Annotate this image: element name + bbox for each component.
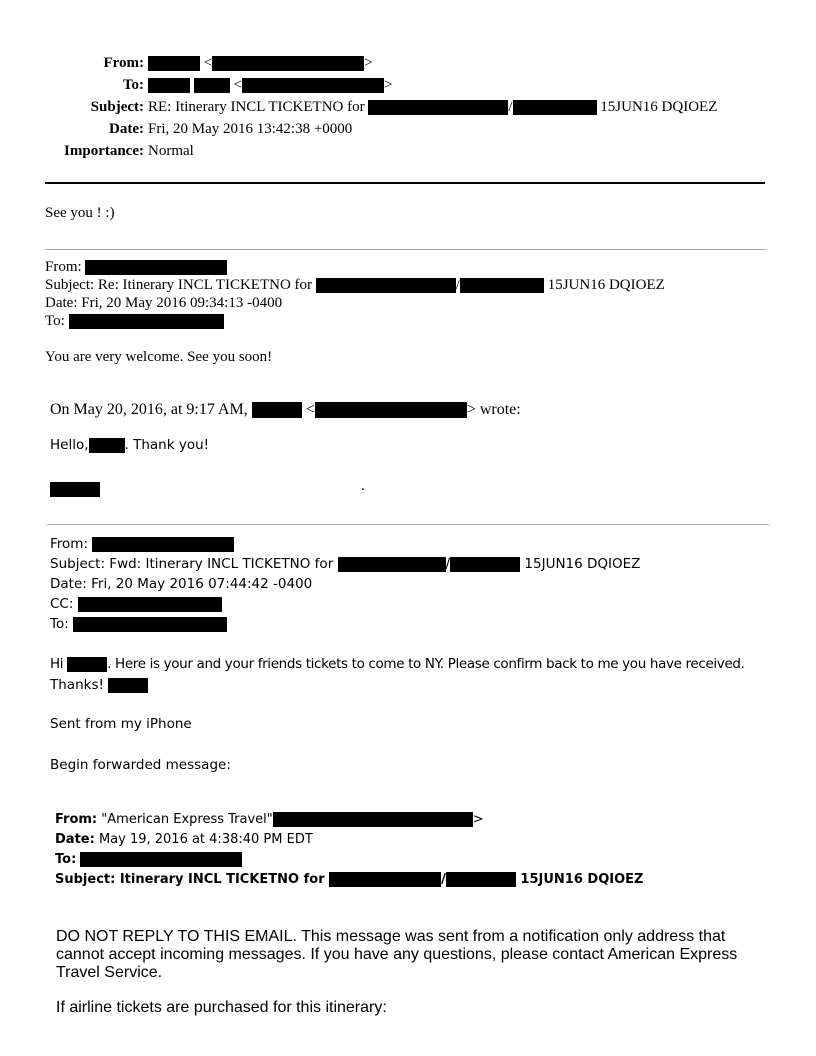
redaction [92, 537, 234, 552]
airline-tickets-line: If airline tickets are purchased for this itinerary: [56, 999, 387, 1016]
redaction [78, 597, 222, 612]
msg3-thanks: Thanks! [50, 677, 148, 693]
redaction [315, 402, 467, 418]
importance-label: Importance: [64, 143, 144, 159]
redaction [316, 278, 456, 293]
begin-forwarded: Begin forwarded message: [50, 757, 231, 773]
signature-redaction [50, 480, 100, 498]
hello-line: Hello, . Thank you! [50, 437, 210, 453]
fwd-to: To: [55, 852, 242, 867]
redaction [329, 872, 441, 887]
redaction [73, 617, 227, 632]
message-divider [45, 249, 767, 250]
from-label: From: [103, 55, 144, 71]
redaction [148, 56, 200, 71]
date-label: Date: [109, 121, 144, 137]
fwd-date: Date: May 19, 2016 at 4:38:40 PM EDT [55, 832, 313, 847]
redaction [108, 678, 148, 693]
redaction [450, 557, 520, 572]
msg3-date: Date: Fri, 20 May 2016 07:44:42 -0400 [50, 576, 313, 592]
msg2-body: You are very welcome. See you soon! [45, 349, 273, 365]
date-value: Fri, 20 May 2016 13:42:38 +0000 [148, 121, 353, 137]
msg3-hi-line: Hi . Here is your and your friends tickets to come to NY. Please confirm back to me you have received. [50, 656, 745, 672]
fwd-from: From: "American Express Travel" > [55, 812, 484, 827]
redaction [50, 482, 100, 497]
redaction [148, 78, 190, 93]
no-reply-notice: DO NOT REPLY TO THIS EMAIL. This message was sent from a notification only address that cannot accept incoming messages. If you have any questions, please contact American Express Travel Service. [56, 928, 738, 981]
redaction [513, 100, 597, 115]
redaction [273, 812, 473, 827]
from-value: < > [148, 55, 373, 72]
redaction [242, 78, 384, 93]
redaction [252, 402, 302, 418]
stray-dot: . [361, 478, 365, 494]
msg3-from: From: [50, 536, 234, 552]
redaction [446, 872, 516, 887]
redaction [89, 438, 125, 453]
fwd-subject: Subject: Itinerary INCL TICKETNO for / 15JUN16 DQIOEZ [55, 872, 644, 887]
msg2-date: Date: Fri, 20 May 2016 09:34:13 -0400 [45, 295, 283, 311]
quote-attribution: On May 20, 2016, at 9:17 AM, < > wrote: [50, 401, 521, 418]
message-divider [47, 524, 769, 525]
msg3-to: To: [50, 616, 227, 632]
header-divider [45, 182, 765, 184]
redaction [69, 314, 224, 329]
redaction [212, 56, 364, 71]
to-value: < > [148, 77, 392, 94]
msg2-subject: Subject: Re: Itinerary INCL TICKETNO for / 15JUN16 DQIOEZ [45, 277, 665, 293]
msg2-from: From: [45, 259, 227, 276]
subject-label: Subject: [90, 99, 144, 115]
to-label: To: [122, 77, 144, 93]
msg3-subject: Subject: Fwd: Itinerary INCL TICKETNO for / 15JUN16 DQIOEZ [50, 556, 641, 572]
msg2-to: To: [45, 313, 224, 330]
redaction [80, 852, 242, 867]
sent-from: Sent from my iPhone [50, 716, 192, 732]
redaction [338, 557, 446, 572]
redaction [85, 260, 227, 275]
redaction [67, 657, 107, 672]
redaction [368, 100, 508, 115]
subject-value: RE: Itinerary INCL TICKETNO for / 15JUN16 DQIOEZ [148, 99, 718, 115]
redaction [194, 78, 230, 93]
msg3-cc: CC: [50, 596, 222, 612]
redaction [460, 278, 544, 293]
importance-value: Normal [148, 143, 194, 159]
reply-body: See you ! :) [45, 205, 115, 221]
